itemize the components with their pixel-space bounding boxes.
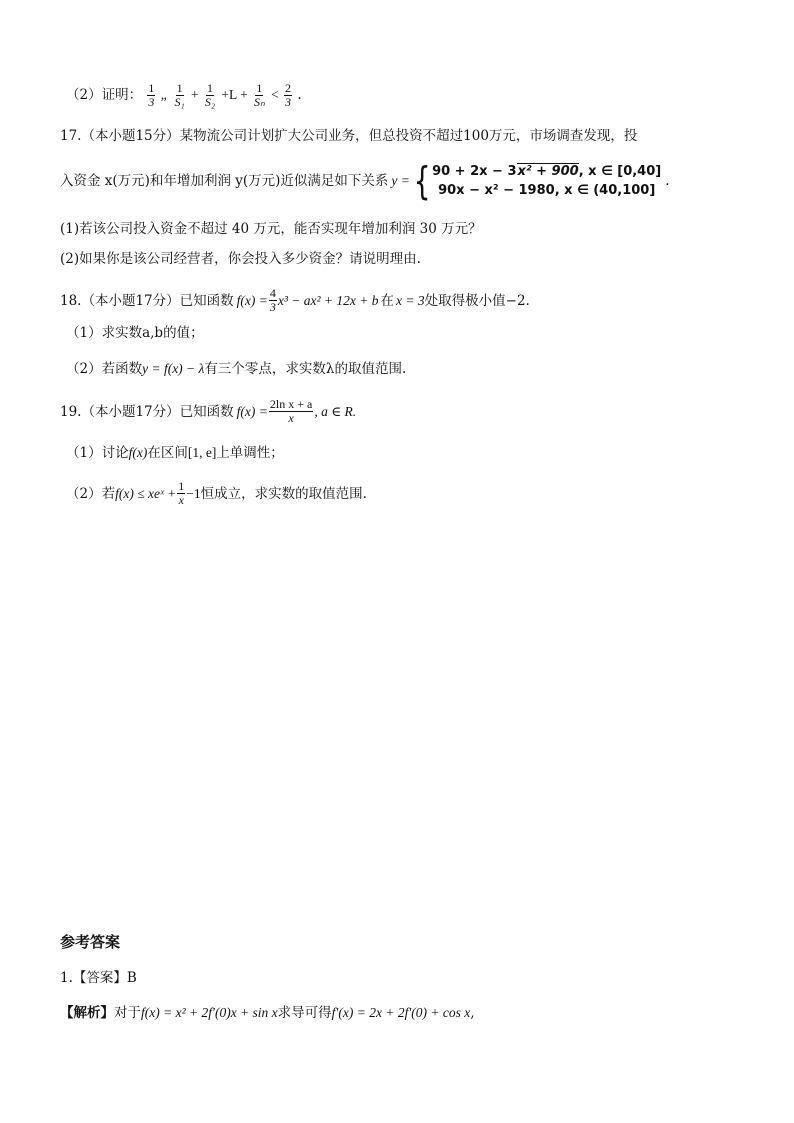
case-2: 90x − x² − 1980, x ∈ (40,100] (438, 183, 656, 198)
fraction: $\frac{1}{3}$ (148, 81, 155, 109)
fraction: $\frac{1}{\text{S₁}}$ (174, 81, 185, 109)
piecewise-function: { 90 + 2x − 3x² + 900, x ∈ [0,40] 90x − x² − 1980, x ∈ (40,100] (413, 159, 662, 203)
fraction: $\frac{1}{\text{Sₙ}}$ (254, 81, 265, 109)
answer-analysis: 【解析】对于f(x) = x² + 2f′(0)x + sin x求导可得f′(x) = 2x + 2f′(0) + cos x, (60, 1005, 475, 1021)
answer-item-1: 1.【答案】B (60, 970, 137, 986)
fraction: $\frac{2}{3}$ (285, 81, 292, 109)
q18-stem: 18.（本小题17分）已知函数 f(x) = $\frac{4}{3}$ x³ − ax² + 12x + b 在 x = 3 处取得极小值−2. (60, 286, 530, 314)
sqrt: x² + 900 (517, 164, 579, 179)
q18-part1: （1）求实数a,b的值； (66, 325, 204, 341)
q17-stem-line1: 17.（本小题15分）某物流公司计划扩大公司业务，但总投资不超过100万元，市场调查发现，投 (60, 128, 638, 144)
fraction: $\frac{\text{2ln x + a}}{x}$ (269, 397, 313, 425)
q17-part2: (2)如果你是该公司经营者，你会投入多少资金？请说明理由. (60, 251, 421, 267)
y-equals: y = (391, 173, 410, 188)
fraction: $\frac{4}{3}$ (269, 286, 276, 314)
q19-stem: 19.（本小题17分）已知函数 f(x) = $\frac{\text{2ln x + a}}{x}$ , a ∈ R. (60, 397, 357, 425)
case-1: 90 + 2x − 3x² + 900, x ∈ [0,40] (432, 164, 662, 179)
q19-part2: （2）若 f(x) ≤ xeˣ + $\frac{1}{x}$ −1 恒成立，求实数的取值范围. (66, 479, 367, 507)
fraction: $\frac{1}{x}$ (178, 479, 185, 507)
q17-part1: (1)若该公司投入资金不超过 40 万元，能否实现年增加利润 30 万元？ (60, 221, 482, 237)
answers-heading: 参考答案 (60, 933, 121, 951)
q18-part2: （2）若函数y = f(x) − λ有三个零点，求实数λ的取值范围. (66, 361, 407, 377)
q16-part2-label: （2）证明： (66, 87, 143, 103)
q16-part2-line: （2）证明： $\frac{1}{3}$ „ $\frac{1}{\text{S₁}}$ + $\frac{1}{\text{S₂}}$ +L + $\frac{1}{\text{Sₙ}}$ < $\frac{2}{3}$ . (66, 81, 302, 109)
q17-stem-line2: 入资金 x(万元)和年增加利润 y(万元)近似满足如下关系 y = { 90 + 2x − 3x² + 900, x ∈ [0,40] 90x − x² − 1980, x ∈ (40,100] . (60, 159, 670, 203)
fraction: $\frac{1}{\text{S₂}}$ (204, 81, 216, 109)
q19-part1: （1）讨论f(x)在区间[1, e]上单调性； (66, 445, 284, 461)
